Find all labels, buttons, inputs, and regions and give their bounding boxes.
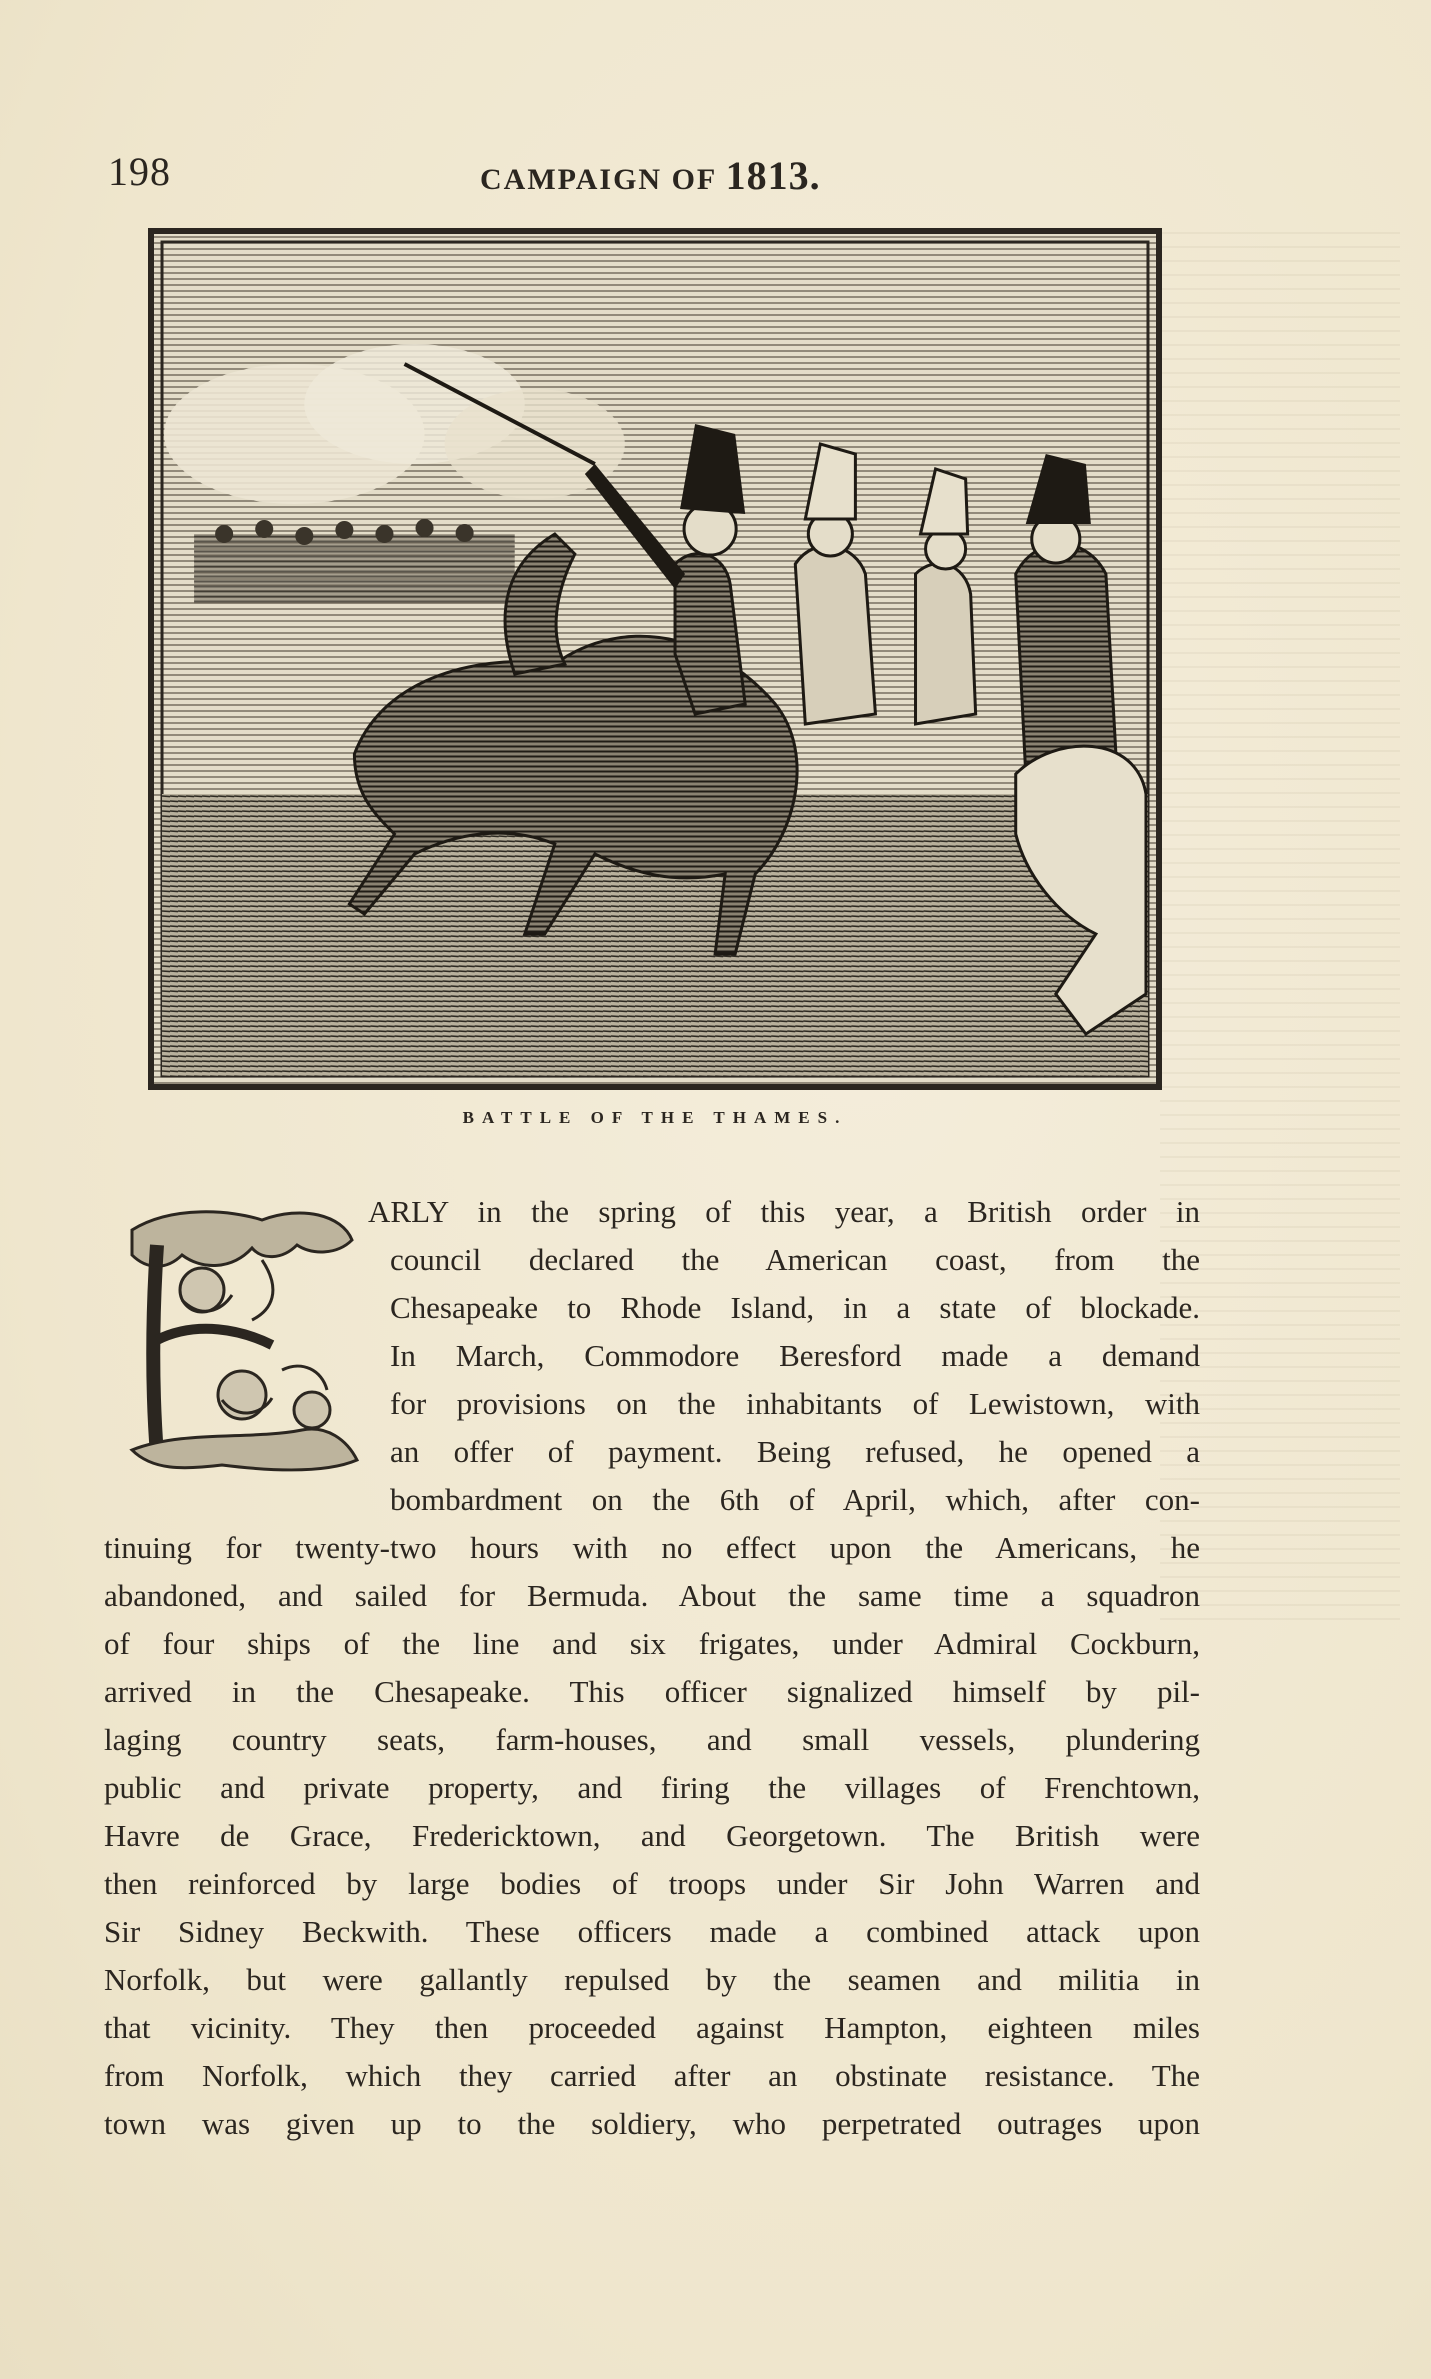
- text-line: of four ships of the line and six frigates, under Admiral Cockburn,: [104, 1626, 1200, 1661]
- text-line: an offer of payment. Being refused, he opened a: [390, 1434, 1200, 1469]
- text-line: Sir Sidney Beckwith. These officers made a combined attack upon: [104, 1914, 1200, 1949]
- text-line: In March, Commodore Beresford made a demand: [390, 1338, 1200, 1373]
- text-line: Norfolk, but were gallantly repulsed by the seamen and militia in: [104, 1962, 1200, 1997]
- text-line: Chesapeake to Rhode Island, in a state of blockade.: [390, 1290, 1200, 1325]
- text-line: Havre de Grace, Fredericktown, and Georgetown. The British were: [104, 1818, 1200, 1853]
- text-line: bombardment on the 6th of April, which, after con-: [390, 1482, 1200, 1517]
- text-line: abandoned, and sailed for Bermuda. About the same time a squadron: [104, 1578, 1200, 1613]
- text-line: from Norfolk, which they carried after an obstinate resistance. The: [104, 2058, 1200, 2093]
- text-line: town was given up to the soldiery, who perpetrated outrages upon: [104, 2106, 1200, 2141]
- running-head: [108, 148, 1208, 208]
- engraving-image: [154, 234, 1156, 1084]
- page-title-text: CAMPAIGN OF: [480, 163, 717, 196]
- text-line: council declared the American coast, from the: [390, 1242, 1200, 1277]
- ornamental-e-icon: [112, 1200, 366, 1480]
- text-line: that vicinity. They then proceeded against Hampton, eighteen miles: [104, 2010, 1200, 2045]
- text-line: arrived in the Chesapeake. This officer signalized himself by pil-: [104, 1674, 1200, 1709]
- page-title: [480, 152, 821, 199]
- text-line: laging country seats, farm-houses, and small vessels, plundering: [104, 1722, 1200, 1757]
- text-line: public and private property, and firing the villages of Frenchtown,: [104, 1770, 1200, 1805]
- battle-engraving: [148, 228, 1162, 1090]
- page-title-year: 1813.: [725, 153, 821, 198]
- page-number: 198: [108, 149, 171, 194]
- text-line: for provisions on the inhabitants of Lewistown, with: [390, 1386, 1200, 1421]
- ornamental-drop-cap: [112, 1200, 366, 1480]
- illustration-caption: BATTLE OF THE THAMES.: [462, 1108, 848, 1127]
- text-line: tinuing for twenty-two hours with no effect upon the Americans, he: [104, 1530, 1200, 1565]
- text-line: ARLY in the spring of this year, a British order in: [368, 1194, 1200, 1229]
- text-line: then reinforced by large bodies of troops under Sir John Warren and: [104, 1866, 1200, 1901]
